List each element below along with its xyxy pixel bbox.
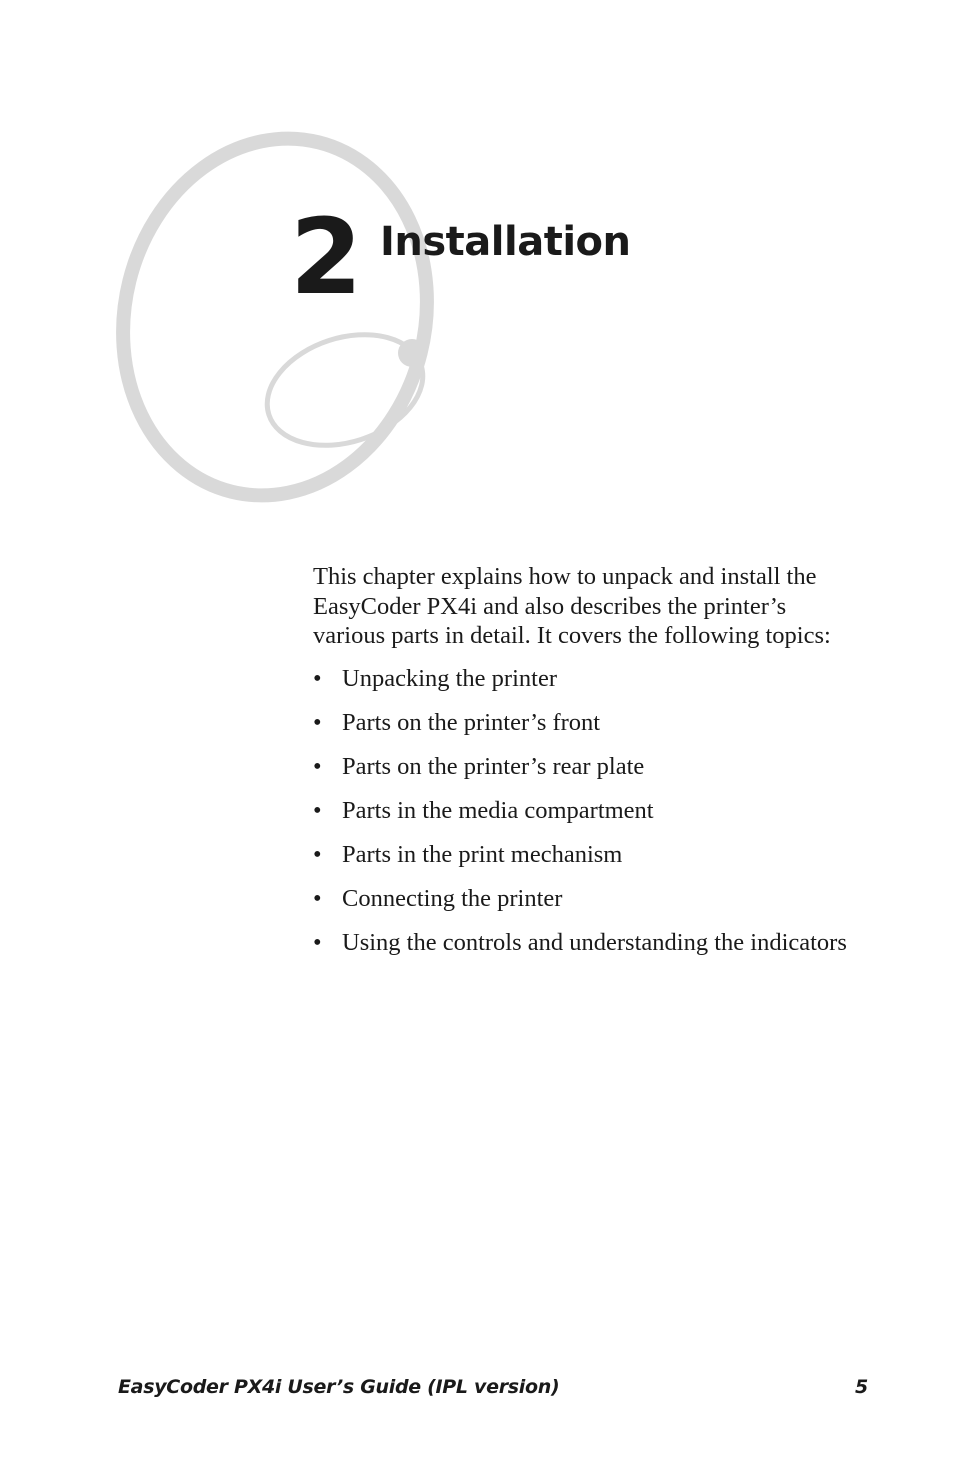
bullet: • bbox=[313, 797, 322, 824]
bullet: • bbox=[313, 665, 322, 692]
list-item bbox=[313, 708, 858, 738]
footer-book-title: EasyCoder PX4i User’s Guide (IPL version) bbox=[118, 1376, 560, 1398]
bullet: • bbox=[313, 885, 322, 912]
list-item bbox=[313, 928, 858, 958]
bullet: • bbox=[313, 753, 322, 780]
list-item-text: Connecting the printer bbox=[342, 885, 563, 912]
list-item-text: Parts in the media compartment bbox=[342, 797, 654, 824]
list-item-text: Parts on the printer’s front bbox=[342, 709, 601, 736]
chapter-ornament-graphic bbox=[110, 125, 440, 515]
list-item-text: Parts on the printer’s rear plate bbox=[342, 753, 645, 780]
bullet: • bbox=[313, 929, 322, 956]
footer-page-number: 5 bbox=[855, 1376, 869, 1398]
chapter-title: Installation bbox=[380, 219, 631, 265]
list-item-text: Parts in the print mechanism bbox=[342, 841, 623, 868]
list-item-text: Unpacking the printer bbox=[342, 665, 557, 692]
topic-list bbox=[313, 664, 858, 972]
intro-paragraph: This chapter explains how to unpack and install the EasyCoder PX4i and also describes the printer’s various parts in detail. It covers the following topics: bbox=[313, 563, 831, 649]
chapter-number: 2 bbox=[290, 196, 361, 318]
list-item bbox=[313, 840, 858, 870]
list-item bbox=[313, 884, 858, 914]
list-item bbox=[313, 796, 858, 826]
list-item bbox=[313, 752, 858, 782]
bullet: • bbox=[313, 709, 322, 736]
bullet: • bbox=[313, 841, 322, 868]
list-item bbox=[313, 664, 858, 694]
list-item-text: Using the controls and understanding the indicators bbox=[342, 929, 847, 956]
